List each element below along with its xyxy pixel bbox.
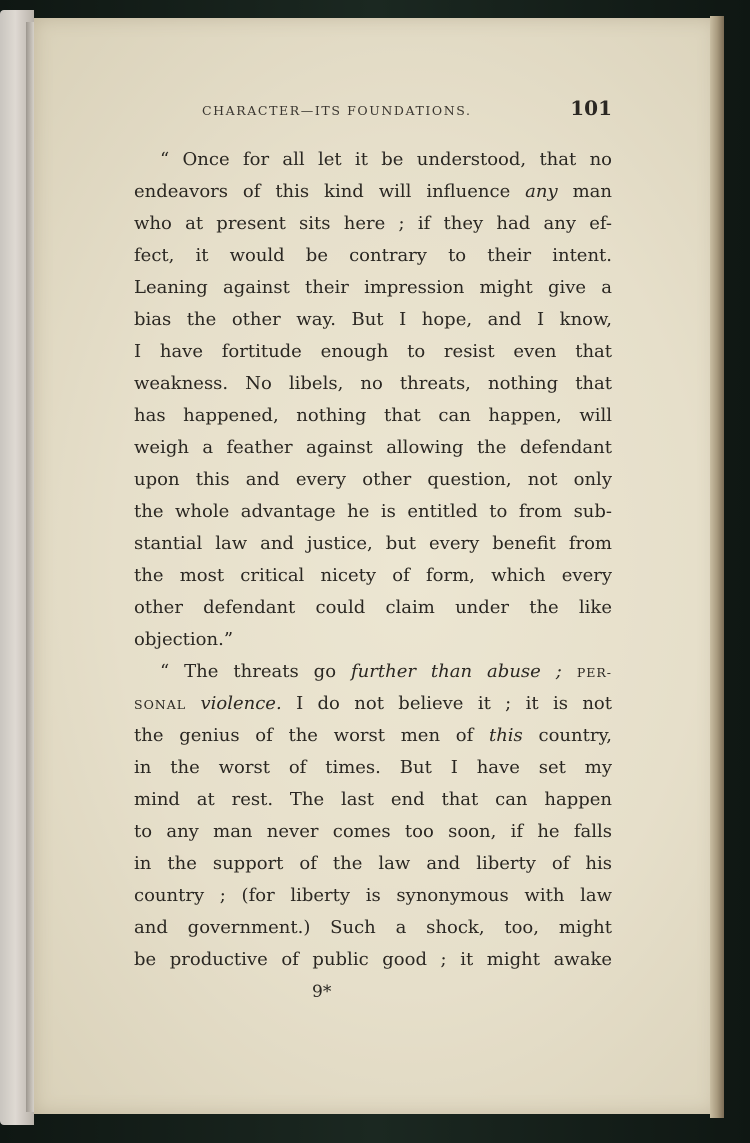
- text-line: mind at rest. The last end that can happen: [134, 789, 612, 810]
- text-line: endeavors of this kind will influence any man: [134, 181, 612, 202]
- text-line: other defendant could claim under the like: [134, 597, 612, 618]
- text-line: fect, it would be contrary to their intent.: [134, 245, 612, 266]
- text-line: “ Once for all let it be understood, that no: [160, 149, 612, 170]
- text-line: the most critical nicety of form, which every: [134, 565, 612, 586]
- paragraph-1: [134, 144, 612, 656]
- paragraph-2: [134, 656, 612, 976]
- text-line: stantial law and justice, but every benefit from: [134, 533, 612, 554]
- small-caps-sonal: SONAL: [134, 697, 187, 712]
- emphasis-violence: violence.: [200, 693, 282, 714]
- text-line: weigh a feather against allowing the defendant: [134, 437, 612, 458]
- emphasis-this: this: [488, 725, 523, 746]
- text-line: has happened, nothing that can happen, will: [134, 405, 612, 426]
- running-head: [134, 96, 612, 136]
- text-line: in the worst of times. But I have set my: [134, 757, 612, 778]
- text-line: Leaning against their impression might give a: [134, 277, 612, 298]
- text-line: bias the other way. But I hope, and I know,: [134, 309, 612, 330]
- text-line: to any man never comes too soon, if he falls: [134, 821, 612, 842]
- emphasis-further-than-abuse: further than abuse ;: [351, 661, 562, 682]
- running-head-title: CHARACTER—ITS FOUNDATIONS.: [202, 103, 472, 118]
- emphasis-any: any: [525, 181, 558, 202]
- small-caps-per: PER-: [576, 665, 612, 680]
- text-line: SONAL violence. I do not believe it ; it is not: [134, 693, 612, 714]
- text-line: weakness. No libels, no threats, nothing that: [134, 373, 612, 394]
- text-line: in the support of the law and liberty of his: [134, 853, 612, 874]
- text-line: “ The threats go further than abuse ; PER-: [160, 661, 612, 682]
- text-line: the whole advantage he is entitled to from sub-: [134, 501, 612, 522]
- text-line: and government.) Such a shock, too, might: [134, 917, 612, 938]
- text-line: the genius of the worst men of this country,: [134, 725, 612, 746]
- text-line: be productive of public good ; it might awake: [134, 949, 612, 970]
- text-line: upon this and every other question, not only: [134, 469, 612, 490]
- text-line: I have fortitude enough to resist even that: [134, 341, 612, 362]
- text-line: objection.”: [134, 629, 234, 650]
- text-line: country ; (for liberty is synonymous with law: [134, 885, 612, 906]
- page-fore-edge: [710, 16, 724, 1118]
- text-line: who at present sits here ; if they had any ef-: [134, 213, 612, 234]
- page-text: [134, 96, 612, 976]
- page-number: 101: [570, 96, 612, 120]
- signature-mark: 9*: [312, 982, 332, 1002]
